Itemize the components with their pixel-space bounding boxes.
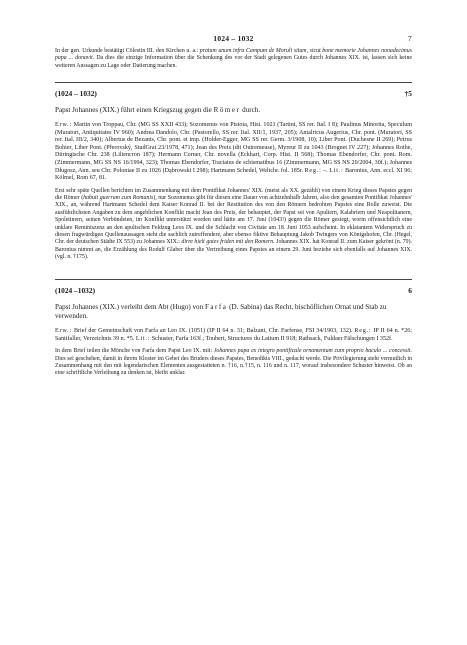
lit-label: Lit.: [135, 335, 151, 342]
commentary-text: Erst sehr späte Quellen berichten im Zusammenhang mit dem Pontifikat Johannes' XIX. (meist als XX. gezählt) von einem Krieg dieses Papstes gegen die Römer ( [55, 187, 412, 202]
section-rule-2 [55, 279, 412, 280]
reg-text: –. [321, 167, 330, 174]
entry-5-date: (1024 – 1032) [55, 89, 97, 99]
erw-label: Erw.: [55, 328, 72, 335]
entry-6-date: (1024 –1032) [55, 286, 96, 296]
intro-paragraph [55, 48, 412, 70]
entry-5-heading [55, 89, 412, 98]
commentary-text: In dem Brief teilen die Mönche von Farfa dem Papst Leo IX. mit: [55, 348, 214, 355]
erw-label: Erw.: [55, 122, 72, 129]
running-head [55, 34, 412, 48]
running-head-range: 1024 – 1032 [213, 34, 254, 43]
commentary-quote-2: dirre hielt gutes friden mit den Romern. [181, 239, 275, 246]
lit-text: Baronius, Ann. eccl. XI 96; Kölmel, Rom 67, 81. [55, 167, 412, 182]
entry-6-regest-spaced: Farfa [204, 303, 228, 312]
commentary-text-2: ), nur Sozomenus gibt für diesen eine Dauer von achtzehnhalb Jahren, also den gesamten Pontifikat Johannes' XIX., an, während Hartmann Schedel dem Kaiser Konrad II. bei der Restitution des von den Römern bedrohten Papstes eine Rolle zuweist. Die ausführlichsten Angaben zu dem angeblichen Konflikt macht Jean des Preis, der behauptet, der Papst sei von Apuliern, Kalabriern und Neapolitanern, Spoletinern, seinen Verbündeten, im Konflikt unterstützt worden und hätte am 17. Juni (1043!) gegen die Römer gesiegt, worin offensichtlich eine unklare Reminiszenz an den apulischen Feldzug Leos IX. und die Schlacht von Civitate am 18. Juni 1053 aufscheint. In eklatantem Widerspruch zu diesen fragwürdigen Quellenaussagen steht die sachlich zutreffendere, aber ebenso fiktive Behauptung Jakob Twingers von Königshofen, Chr. (Hegel, Chr. der deutschen Städte IX 553) zu Johannes XIX.: [55, 195, 412, 246]
intro-text: In der gen. Urkunde bestätigt Cölestin III. den Kirchen u. a.: [55, 48, 200, 54]
entry-5-number: †5 [404, 89, 412, 99]
lit-label: Lit.: [329, 167, 344, 174]
page-number: 7 [407, 34, 412, 43]
spacer [55, 261, 412, 273]
reg-label: Reg.: [354, 328, 372, 335]
commentary-quote: Johannes papa ex integro pontificale ornamentum cum proprio baculo ... concessit. [213, 348, 412, 355]
entry-6-regest [55, 303, 412, 321]
entry-5-regest-spaced: Römer [213, 106, 241, 115]
entry-5-regest-text: Papst Johannes (XIX.) führt einen Kriegszug gegen die [55, 106, 214, 115]
entry-5-regest-end: durch. [240, 106, 261, 115]
entry-5-regest [55, 106, 412, 115]
entry-6-commentary [55, 348, 412, 377]
commentary-text-3: Johannes XIX. hat Konrad II. zum Kaiser gekrönt (n. 79). Baronius nimmt an, die Erzählung des Rodulf Glaber über die Vertreibung eines Papstes an einem 29. Juni beziehe sich ebenfalls auf Johannes XIX. (vgl. n. †175). [55, 239, 412, 260]
entry-6-sources [55, 328, 412, 343]
section-rule-1 [55, 82, 412, 83]
lit-text: Schuster, Farfa 163f.; Toubert, Structures du Latium II 918; Rathsack, Fuldaer Fälschungen I 352f. [150, 335, 393, 342]
entry-6-regest-text: Papst Johannes (XIX.) verleiht dem Abt (Hugo) von [55, 303, 205, 312]
entry-5-commentary [55, 188, 412, 261]
reg-text: IP II 64 n. *26; Santifaller, Verzeichnis 39 n. *5. [55, 328, 412, 342]
commentary-text-2: Dies sei geschehen, damit in ihrem Kloster im Gebet des Bruders dieses Papstes, Benedikts VIII., gedacht werde. Die Privilegierung steht vermutlich in Zusammenhang mit den mit legendarischen Elementen ausgestatteten n. †16, n.†15, n. 116 und n. 117, worauf insbesondere Schuster hinweist. Ob an eine schriftliche Verleihung zu denken ist, bleibt unklar. [55, 355, 412, 377]
commentary-quote: habuit guerram cum Romanis [83, 195, 154, 202]
entry-6-number: 6 [408, 286, 412, 296]
intro-quote: pratum unum infra Campum de Moruli situm, sicut bone memorie Johannes nonadecimus papa ... donavit. [55, 48, 412, 62]
entry-6-heading [55, 286, 412, 295]
erw-text: Martin von Troppau, Chr. (MG SS XXII 433); Sozomenus von Pistoia, Hist. 1021 (Tartini, SS rer. Ital. I 8); Paulinus Minorita, Speculum (Muratori, Antiquitates IV 960); Andrea Dandolo, Chr. (Pastorello, SS rer. Ital. XII/1, 1937, 205); Amalricus Augerius, Chr. pont. (Muratori, SS rer. Ital. III/2, 340); Albertus de Bezanis, Chr. pont. et imp. (Holder-Egger, MG SS rer. Germ. 3/1908, 10); Liber Pont. (Duchesne II 269); Petrus Bohier, Liber Pont. (Přerovský, StudGrat 23/1978, 471); Jean des Preis (dit Outremeuse), Myreur II zu 1043 (Brognet IV 227); Johannes Rothe, Düringische Chr. 238 (Liliencron 187); Hermann Corner, Chr. novella (Eckhart, Corp. Hist. II 568); Thomas Ebendorfer, Chr. pont. Rom. (Zimmermann, MG SS NS 16/1994, 323); Thomas Ebendorfer, Tractatus de schismatibus 16 (Zimmermann, MG SS NS 20/2004, 30f.); Johannes Długosz, Ann. seu Chr. Poloniae II zu 1026 (Dąbrowski I 298); Hartmann Schedel, Weltchr. fol. 185r. [55, 122, 412, 174]
erw-text: Brief der Gemeinschaft von Farfa an Leo IX. (1051) (IP II 64 n. 31; Balzani, Chr. Farfense, FSI 34/1903, 132). [71, 328, 355, 335]
reg-label: Reg.: [304, 167, 322, 174]
entry-6-regest-end: (D. Sabina) das Recht, bischöflichen Ornat und Stab zu verwenden. [55, 303, 387, 321]
entry-5-sources [55, 122, 412, 183]
intro-text-end: Da dies die einzige Information über die Schenkung des vor der Stadt gelegenen Gutes durch Johannes XIX. ist, lassen sich keine weiteren Aussagen zu Lage oder Datierung machen. [55, 55, 412, 69]
